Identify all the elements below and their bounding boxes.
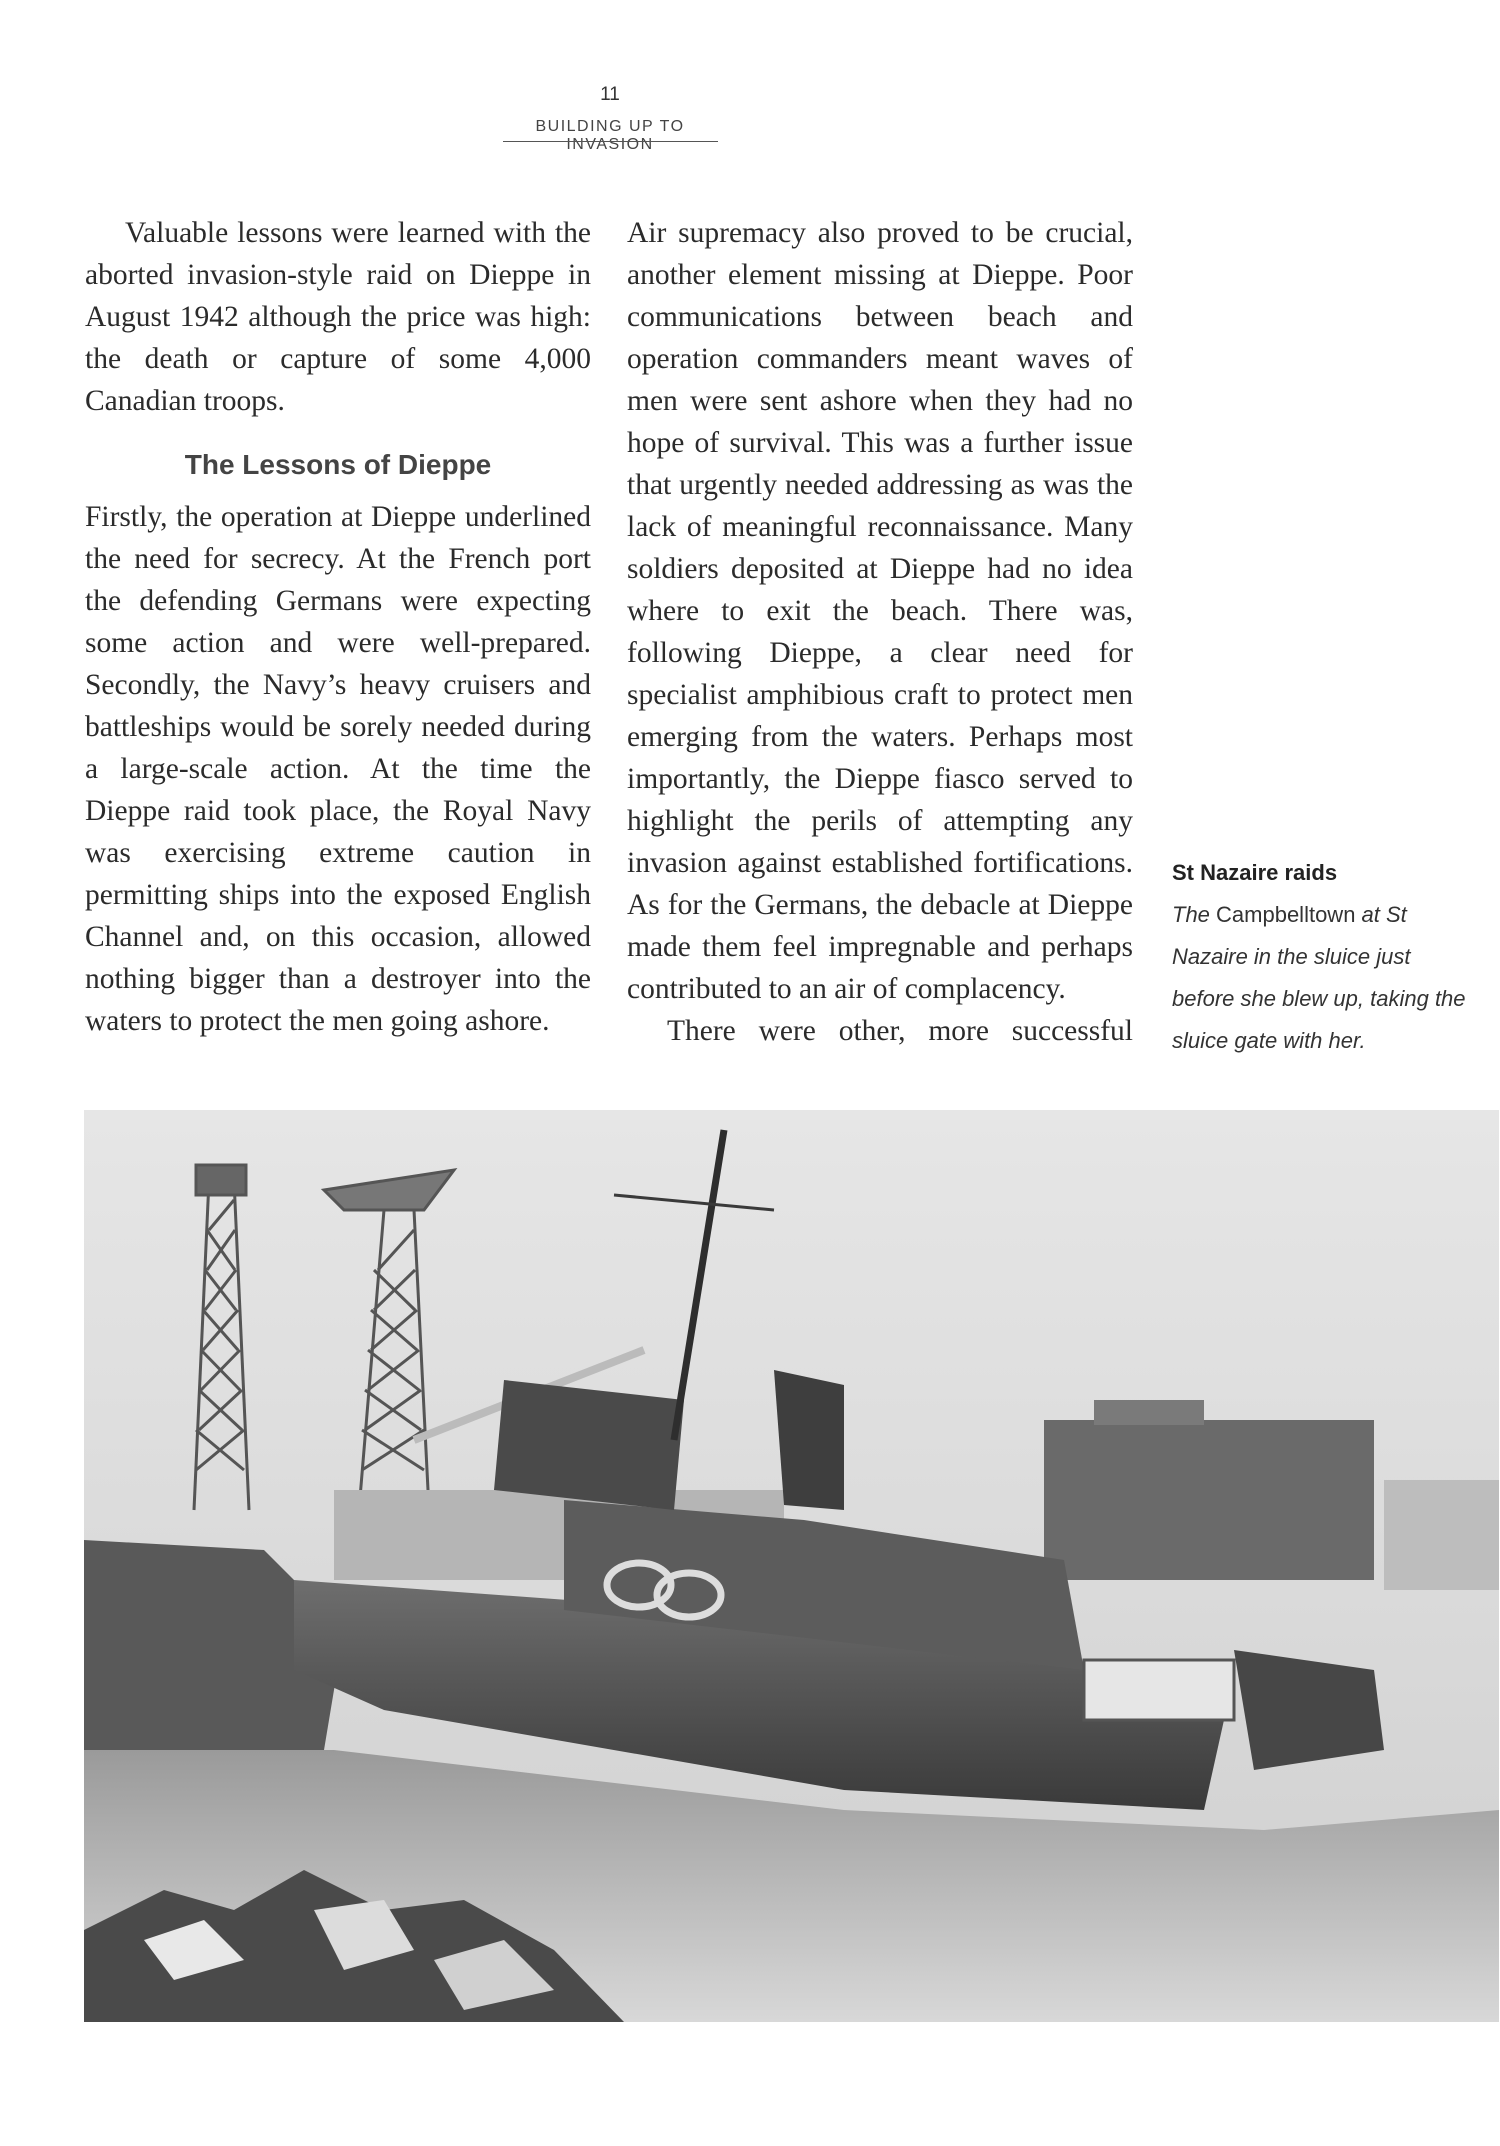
- intro-paragraph: Valuable lessons were learned with the aborted invasion-style raid on Dieppe in August 1942 although the price was high: the death or capture of some 4,000 Canadian troops.: [85, 217, 591, 417]
- caption-suffix: at St Nazaire in the sluice just before she blew up, taking the sluice gate with her.: [1172, 902, 1466, 1053]
- continuation-paragraph: There were other, more successful: [667, 1015, 1133, 1047]
- page-number: 11: [600, 84, 620, 105]
- header-rule: [503, 141, 718, 142]
- caption-text: [1172, 894, 1472, 1062]
- caption-prefix: The: [1172, 902, 1217, 927]
- running-header: BUILDING UP TO INVASION: [535, 118, 685, 153]
- campbelltown-photo: [84, 1110, 1499, 2022]
- right-column: [627, 212, 1133, 1052]
- lessons-paragraph: Firstly, the operation at Dieppe underlined the need for secrecy. At the French port the defending Germans were expecting some action and were well-prepared. Secondly, the Navy’s heavy cruisers and battleships would be sorely needed during a large-scale action. At the time the Dieppe raid took place, the Royal Navy was exercising extreme caution in permitting ships into the exposed English Channel and, on this occasion, allowed nothing bigger than a destroyer into the waters to protect the men going ashore.: [85, 501, 591, 1037]
- section-heading: The Lessons of Dieppe: [184, 449, 492, 480]
- caption-title: St Nazaire raids: [1172, 860, 1338, 885]
- left-column: [85, 212, 591, 1042]
- dock-building: [1044, 1420, 1374, 1580]
- photo-caption: [1172, 852, 1472, 1062]
- air-supremacy-paragraph: Air supremacy also proved to be crucial, another element missing at Dieppe. Poor communications between beach and operation commanders meant waves of men were sent ashore when they had no hope of survival. This was a further issue that urgently needed addressing as was the lack of meaningful reconnaissance. Many soldiers deposited at Dieppe had no idea where to exit the beach. There was, following Dieppe, a clear need for specialist amphibious craft to protect men emerging from the waters. Perhaps most importantly, the Dieppe fiasco served to highlight the perils of attempting any invasion against established fortifications. As for the Germans, the debacle at Dieppe made them feel impregnable and perhaps contributed to an air of complacency.: [627, 217, 1133, 1005]
- caption-ship-name: Campbelltown: [1216, 902, 1356, 927]
